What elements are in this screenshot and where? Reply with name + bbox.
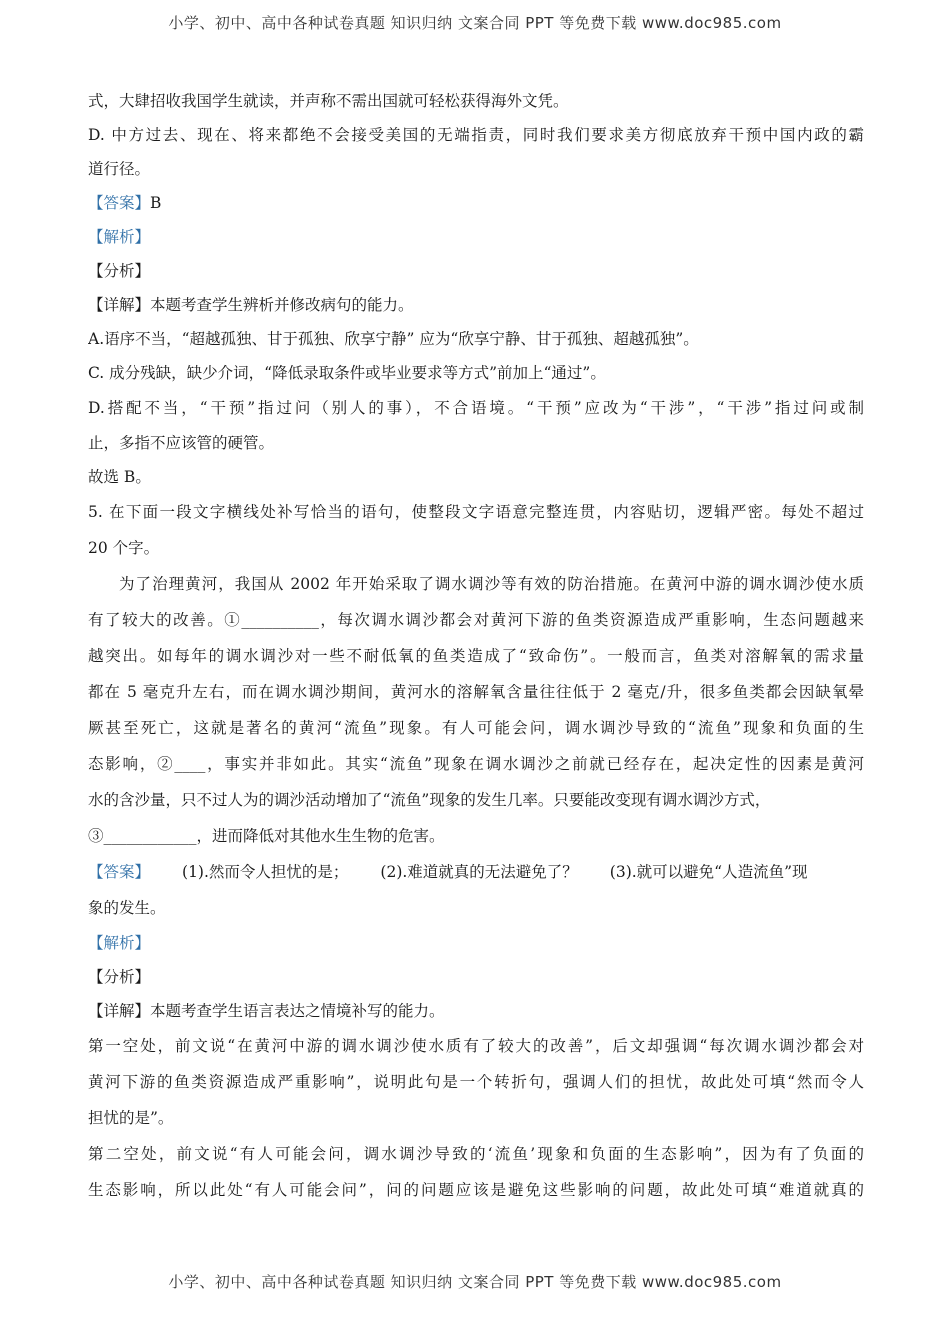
q5-passage-line: 为了治理黄河，我国从 2002 年开始采取了调水调沙等有效的防治措施。在黄河中游的调水调沙使水质	[119, 575, 864, 593]
q4-detail-tag: 【详解】	[88, 296, 151, 314]
q5-fenxi-tag: 【分析】	[88, 968, 151, 986]
q5-detail-line	[88, 994, 864, 1028]
q4-fenxi-tag: 【分析】	[88, 262, 151, 280]
q5-fenxi-line	[88, 960, 864, 994]
q4-explain-a: A.语序不当，“超越孤独、甘于孤独、欣享宁静” 应为“欣享宁静、甘于孤独、超越孤独”。	[88, 330, 699, 348]
q4-option-c-tail: 式，大肆招收我国学生就读，并声称不需出国就可轻松获得海外文凭。	[88, 92, 569, 110]
q5-explain-1-line: 黄河下游的鱼类资源造成严重影响”，说明此句是一个转折句，强调人们的担忧，故此处可填“然而令人	[88, 1073, 864, 1091]
q4-answer-tag: 【答案】	[88, 194, 151, 212]
q5-passage-line: 有了较大的改善。①__________，每次调水调沙都会对黄河下游的鱼类资源造成严重影响，生态问题越来	[88, 611, 864, 629]
q5-stem-line2: 20 个字。	[88, 539, 160, 557]
q4-option-d-line1: D. 中方过去、现在、将来都绝不会接受美国的无端指责，同时我们要求美方彻底放弃干预中国内政的霸	[88, 126, 864, 144]
q4-detail-text: 本题考查学生辨析并修改病句的能力。	[150, 296, 414, 314]
q4-analysis-tag: 【解析】	[88, 228, 151, 246]
q5-answer-line	[88, 854, 864, 890]
q5-passage-line: 态影响，②____，事实并非如此。其实“流鱼”现象在调水调沙之前就已经存在，起决定性的因素是黄河	[88, 755, 864, 773]
q4-analysis-line	[88, 220, 864, 254]
q5-passage-line: 厥甚至死亡，这就是著名的黄河“流鱼”现象。有人可能会问，调水调沙导致的“流鱼”现象和负面的生	[88, 719, 864, 737]
q4-explain-d-line2: 止，多指不应该管的硬管。	[88, 434, 275, 452]
q4-detail-line	[88, 288, 864, 322]
q5-analysis-line	[88, 926, 864, 960]
q4-explain-c: C. 成分残缺，缺少介词，“降低录取条件或毕业要求等方式”前加上“通过”。	[88, 364, 606, 382]
q5-detail-tag: 【详解】	[88, 1002, 151, 1020]
q5-passage-line: 都在 5 毫克升左右，而在调水调沙期间，黄河水的溶解氧含量往往低于 2 毫克/升，很多鱼类都会因缺氧晕	[88, 683, 864, 701]
q5-answer-tag: 【答案】	[88, 863, 151, 881]
q5-stem-line1: 5. 在下面一段文字横线处补写恰当的语句，使整段文字语意完整连贯，内容贴切，逻辑严密。每处不超过	[88, 503, 864, 521]
q4-explain-d-line1: D.搭配不当，“干预”指过问（别人的事），不合语境。“干预”应改为“干涉”，“干涉”指过问或制	[88, 399, 864, 417]
q4-option-d-line2: 道行径。	[88, 160, 151, 178]
q5-answer-2: (2).难道就真的无法避免了？	[380, 863, 578, 881]
q5-detail-text: 本题考查学生语言表达之情境补写的能力。	[150, 1002, 445, 1020]
q5-answer-tail: 象的发生。	[88, 899, 166, 917]
q5-answer-3: (3).就可以避免“人造流鱼”现	[609, 863, 808, 881]
q5-answer-1: (1).然而令人担忧的是；	[182, 863, 349, 881]
page-footer: 小学、初中、高中各种试卷真题 知识归纳 文案合同 PPT 等免费下载 www.doc985.com	[168, 1273, 782, 1291]
q5-passage-line: 水的含沙量，只不过人为的调沙活动增加了“流鱼”现象的发生几率。只要能改变现有调水调沙方式，	[88, 791, 771, 809]
q5-explain-2-line: 第二空处，前文说“有人可能会问，调水调沙导致的‘流鱼’现象和负面的生态影响”，因为有了负面的	[88, 1145, 864, 1163]
q5-passage-line: ③____________，进而降低对其他水生生物的危害。	[88, 827, 445, 845]
document-body	[88, 84, 864, 1208]
q5-explain-1-line: 第一空处，前文说“在黄河中游的调水调沙使水质有了较大的改善”，后文却强调“每次调水调沙都会对	[88, 1037, 864, 1055]
q5-passage-line: 越突出。如每年的调水调沙对一些不耐低氧的鱼类造成了“致命伤”。一般而言，鱼类对溶解氧的需求量	[88, 647, 864, 665]
q4-answer-value: B	[150, 194, 162, 212]
q5-analysis-tag: 【解析】	[88, 934, 151, 952]
q4-answer-line	[88, 186, 864, 220]
page-header: 小学、初中、高中各种试卷真题 知识归纳 文案合同 PPT 等免费下载 www.doc985.com	[168, 14, 782, 32]
q4-conclusion: 故选 B。	[88, 468, 151, 486]
q4-fenxi-line	[88, 254, 864, 288]
q5-explain-1-line: 担忧的是”。	[88, 1109, 174, 1127]
q5-explain-2-line: 生态影响，所以此处“有人可能会问”，问的问题应该是避免这些影响的问题，故此处可填“难道就真的	[88, 1181, 864, 1199]
